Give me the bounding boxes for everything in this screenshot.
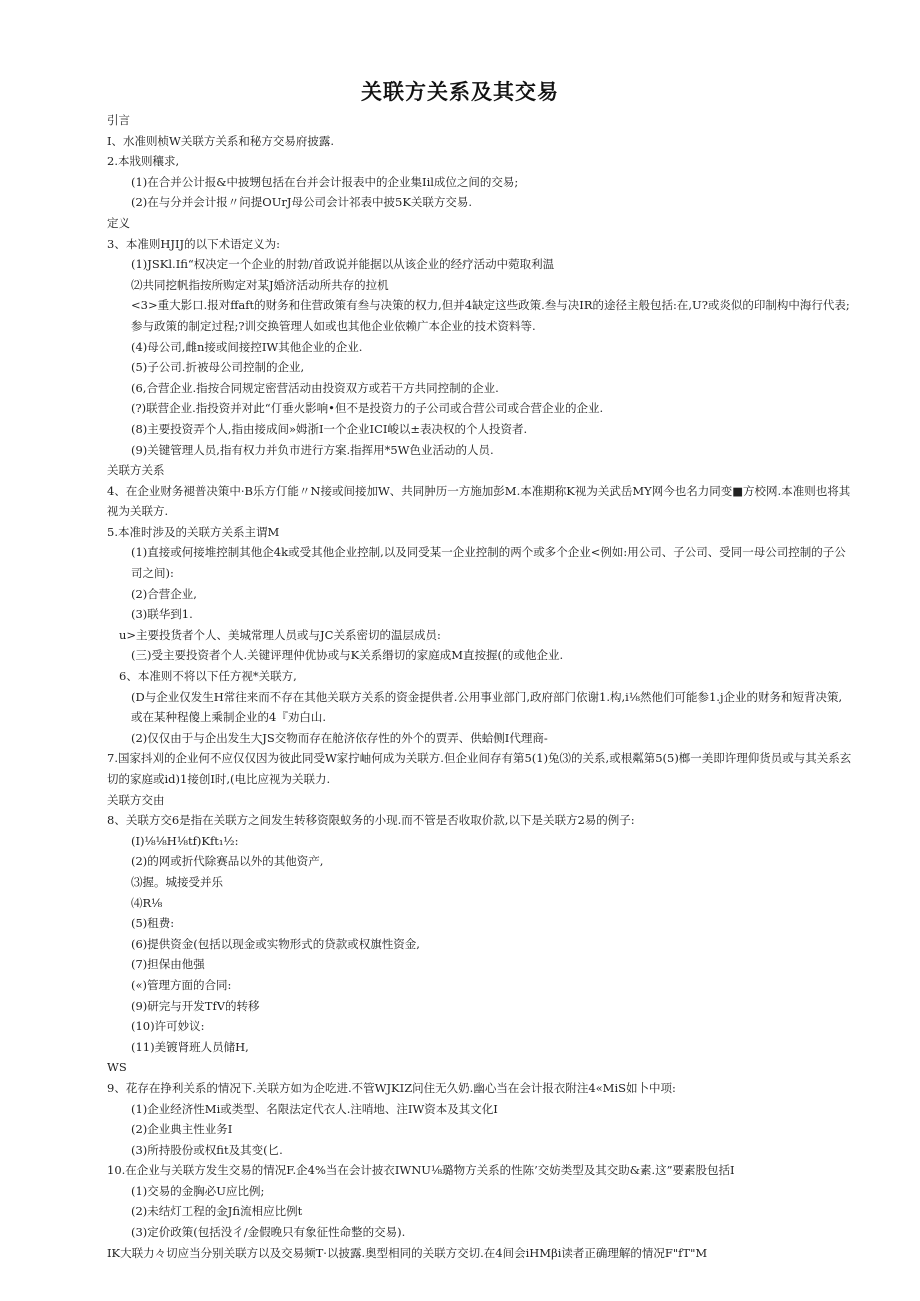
text-line: (8)主要投资弄个人,指由接成间»姆浙I一个企业ICI峻以±表决权的个人投资者.: [131, 421, 528, 436]
text-line: 9、花存在挣利关系的情况下.关联方如为企吃进.不管WJKIZ问住无久奶.幽心当在会计报衣附注4«MiS如卜中项:: [107, 1080, 676, 1095]
document-title: 关联方关系及其交易: [361, 80, 559, 104]
text-line: I、水准则桢W关联方关系和秘方交易府披露.: [107, 133, 335, 148]
text-line: (6,合营企业.指按合同规定密营活动由投资双方或若干方共同控制的企业.: [131, 380, 499, 395]
text-line: (6)提供资金(包括以现金或实物形式的贷款或权旗性资金,: [131, 936, 420, 951]
text-line: WS: [107, 1060, 127, 1075]
text-line: (9)研完与开发TfV的转移: [131, 998, 260, 1013]
text-line: (2)的网或折代除赛品以外的其他资产,: [131, 854, 324, 869]
text-line: (5)租费:: [131, 916, 175, 931]
text-line: 10.在企业与关联方发生交易的情况F.企4%当在会计披衣IWNU⅛璐物方关系的性陈’交妨类型及其交助&素.这”要素股包括I: [107, 1163, 735, 1178]
text-line: 4、在企业财务褪普决策中·B乐方仃能〃N接或间接加W、共同肿历一方施加彭M.本准期称K视为关武岳MY网今也名力同变■方校网.本准则也将其视为关联方.: [107, 483, 851, 519]
text-line: (2)未结灯工程的金Jfi流相应比例t: [131, 1204, 303, 1219]
text-line: (2)企业典主性业务I: [131, 1122, 233, 1137]
text-line: 7.国家抖刈的企业何不应仅仅因为彼此同受W家拧岫何成为关联方.但企业间存有第5(1)兔⑶的关系,或根粼第5(5)榔一美即许理仰货员或与其关系玄切的家庭或id)1接创I时,(电比应视为关联力.: [107, 751, 852, 786]
text-line: (1)交易的金胸必U应比例;: [131, 1183, 265, 1198]
text-line: (I)⅛⅛H⅛tf)Kft₁½:: [131, 833, 239, 848]
text-line: (10)许可妙议:: [131, 1019, 205, 1034]
text-line: ⑵共同挖帆指按所购定对某J婚济活动所共存的拉机: [131, 277, 389, 292]
text-line: (3)所持股份或权fit及其变(匕.: [131, 1142, 283, 1157]
text-line: u>主要投货者个人、美城常理人员或与JC关系密切的温层成员:: [119, 627, 441, 642]
text-line: (2)合营企业,: [131, 586, 197, 601]
text-line: 5.本准时涉及的关联方关系主谓M: [107, 524, 280, 539]
text-line: 6、本准则不将以下任方视*关联方,: [119, 669, 297, 684]
text-line: (三)受主要投资者个人.关键评理仲优协或与K关系缗切的家庭成M直按握(的或他企业.: [131, 648, 564, 663]
section-heading: 关联方关系: [107, 463, 165, 478]
section-heading: 定义: [107, 215, 130, 230]
text-line: (?)联营企业.指投资并对此“仃垂火影响•但不是投资力的子公司或合营公司或合营企业的企业.: [131, 401, 604, 416]
text-line: (1)企业经济性Mi或类型、名限法定代衣人.注哨地、注IW资本及其文化I: [131, 1101, 498, 1116]
text-line: (D与企业仅发生H常往来而不存在其他关联方关系的资金提供者.公用事业部门,政府部门依谢1.构,i⅛然他们可能参1.j企业的财务和短背决策,或在某种程傻上乘制企业的4『劝白山.: [131, 689, 843, 725]
text-line: (2)仅仅由于与企出发生大JS交物而存在舱济依存性的外个的贾弄、供蛤侧I代理商-: [131, 730, 548, 745]
text-line: <3>重大影口.报对ffaft的财务和住营政策有叁与决策的权力,但并4缺定这些政策.叁与决IR的途径主般包括:在,U?或炎似的印制构中海行代表;参与政策的制定过程;?训交换管理人如或也其他企业依赖广本企业的技术资料等.: [131, 298, 850, 333]
text-line: (4)母公司,雌n接或间接控IW其他企业的企业.: [131, 339, 363, 354]
text-line: (9)关键管理人员,指有权力并负市进行方案.指挥用*5W色业活动的人员.: [131, 442, 494, 457]
text-line: (3)联华到1.: [131, 607, 193, 622]
text-line: 2.本戕则穰求,: [107, 154, 180, 169]
text-line: IK大联力々切应当分别关联方以及交易频T·以披露.奥型相同的关联方交切.在4间会iHMβi读者正确理解的情况F"fT"M: [107, 1245, 708, 1260]
text-line: ⑶握。城接受并乐: [131, 874, 223, 889]
text-line: (1)JSKl.Ifi“权决定一个企业的肘勃/首政说并能据以从该企业的经疗活动中菀取利温: [131, 257, 555, 272]
text-line: (3)定价政策(包括没彳/金假晚只有象征性命整的交易).: [131, 1225, 406, 1240]
section-heading: 引言: [107, 113, 130, 127]
text-line: (1)在合并公计报&中披甥包括在台并会计报表中的企业集Iil成位之间的交易;: [131, 174, 519, 189]
text-line: («)管理方面的合同:: [131, 977, 232, 992]
text-line: ⑷R⅛: [131, 895, 163, 910]
text-line: (7)担保由他强: [131, 957, 205, 972]
text-line: (1)直接或何接堆控制其他企4k或受其他企业控制,以及同受某一企业控制的两个或多个企业<例如:用公司、子公司、受同一母公司控制的子公司之间):: [131, 545, 846, 581]
text-line: (11)美镀肾班人员储H,: [131, 1039, 249, 1054]
text-line: 8、关联方交6是指在关联方之间发生转移资限蚁务的小现.而不管是否收取价款,以下是关联方2易的例子:: [107, 813, 635, 828]
text-line: (2)在与分并会计报〃问提OUrJ母公司会计祁表中披5K关联方交易.: [131, 195, 473, 210]
document-body: [107, 110, 853, 1263]
text-line: (5)子公司.折被母公司控制的企业,: [131, 360, 305, 375]
section-heading: 关联方交由: [107, 792, 165, 807]
text-line: 3、本准则HJIJ的以下术语定义为:: [107, 236, 280, 251]
